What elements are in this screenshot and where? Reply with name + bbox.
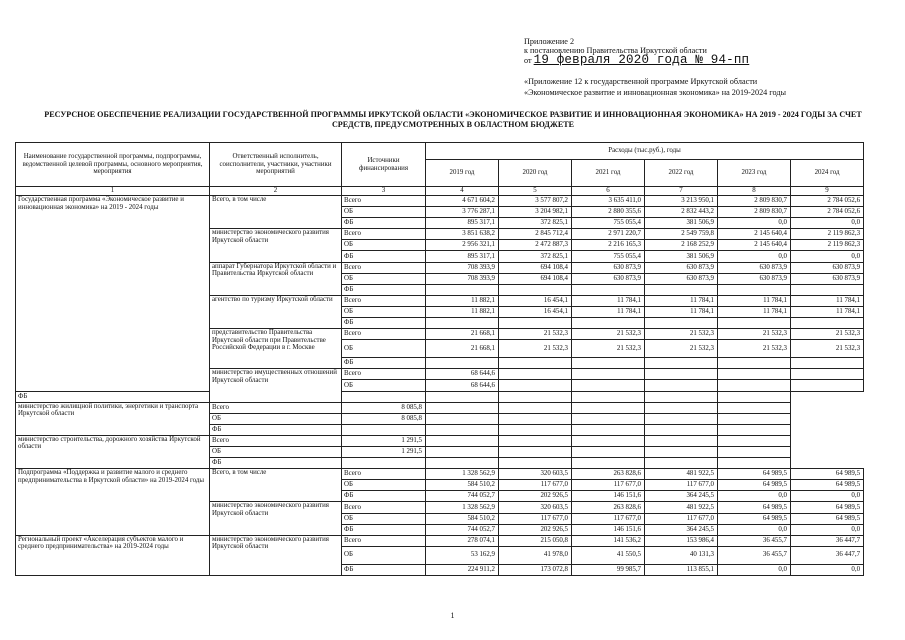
amount-cell	[572, 402, 645, 413]
amount-cell: 2 971 220,7	[572, 229, 645, 240]
amount-cell: 263 828,6	[572, 502, 645, 513]
amount-cell	[718, 369, 791, 380]
amount-cell	[342, 424, 426, 435]
amount-cell: 320 603,5	[499, 502, 572, 513]
amount-cell	[645, 369, 718, 380]
amount-cell: 36 455,7	[718, 535, 791, 546]
amount-cell: 2 832 443,2	[645, 207, 718, 218]
amount-cell	[572, 435, 645, 446]
amount-cell: 630 873,9	[572, 262, 645, 273]
executor-cell: министерство экономического развития Иркутской области	[210, 229, 342, 262]
executor-cell: аппарат Губернатора Иркутской области и Правительства Иркутской области	[210, 262, 342, 295]
amount-cell	[572, 413, 645, 424]
amount-cell	[718, 402, 791, 413]
amount-cell: 694 108,4	[499, 262, 572, 273]
amount-cell: 64 989,5	[791, 469, 864, 480]
amount-cell: 2 956 321,1	[426, 240, 499, 251]
amount-cell	[499, 402, 572, 413]
amount-cell: 21 532,3	[499, 329, 572, 340]
amount-cell: 64 989,5	[718, 513, 791, 524]
amount-cell: 2 145 640,4	[718, 229, 791, 240]
amount-cell: 117 677,0	[645, 513, 718, 524]
amount-cell	[791, 369, 864, 380]
header-name: Наименование государственной программы, подпрограммы, ведомственной целевой программы, основного мероприятия, мероприятия	[16, 143, 210, 187]
source-cell: Всего	[342, 469, 426, 480]
amount-cell	[572, 284, 645, 295]
amount-cell: 117 677,0	[645, 480, 718, 491]
amount-cell	[718, 458, 791, 469]
amount-cell	[499, 380, 572, 391]
column-number: 1	[16, 187, 210, 196]
amount-cell: 2 845 712,4	[499, 229, 572, 240]
column-number: 6	[572, 187, 645, 196]
amount-cell: 3 776 287,1	[426, 207, 499, 218]
amount-cell: 481 922,5	[645, 502, 718, 513]
amount-cell: 36 447,7	[791, 546, 864, 564]
amount-cell	[645, 402, 718, 413]
amount-cell: 630 873,9	[572, 273, 645, 284]
document-title	[18, 110, 888, 131]
amount-cell: 4 671 604,2	[426, 196, 499, 207]
amount-cell: 2 880 355,6	[572, 207, 645, 218]
annex-date-typed: 19 февраля 2020 года № 94-пп	[533, 52, 750, 67]
amount-cell	[645, 358, 718, 369]
amount-cell	[426, 284, 499, 295]
executor-cell: министерство имущественных отношений Иркутской области	[210, 369, 342, 402]
amount-cell: 146 151,6	[572, 524, 645, 535]
amount-cell	[572, 358, 645, 369]
amount-cell: 2 784 052,6	[791, 207, 864, 218]
amount-cell: 630 873,9	[718, 262, 791, 273]
amount-cell	[499, 458, 572, 469]
amount-cell	[572, 380, 645, 391]
amount-cell	[499, 318, 572, 329]
amount-cell: 53 162,9	[426, 546, 499, 564]
amount-cell: 584 510,2	[426, 480, 499, 491]
source-cell: Всего	[342, 369, 426, 380]
amount-cell	[499, 435, 572, 446]
amount-cell	[645, 446, 718, 457]
amount-cell: 11 784,1	[645, 295, 718, 306]
executor-cell: министерство строительства, дорожного хозяйства Иркутской области	[16, 435, 210, 468]
amount-cell	[342, 458, 426, 469]
amount-cell: 2 216 165,3	[572, 240, 645, 251]
amount-cell	[718, 435, 791, 446]
amount-cell: 755 055,4	[572, 218, 645, 229]
amount-cell: 64 989,5	[791, 480, 864, 491]
amount-cell: 173 072,8	[499, 564, 572, 575]
amount-cell	[572, 318, 645, 329]
amount-cell	[426, 391, 499, 402]
source-cell: ФБ	[342, 524, 426, 535]
amount-cell: 0,0	[718, 251, 791, 262]
amount-cell: 64 989,5	[718, 469, 791, 480]
amount-cell	[718, 380, 791, 391]
amount-cell	[572, 446, 645, 457]
amount-cell	[645, 435, 718, 446]
amount-cell: 36 447,7	[791, 535, 864, 546]
amount-cell: 895 317,1	[426, 251, 499, 262]
amount-cell	[791, 318, 864, 329]
header-year: 2020 год	[499, 160, 572, 187]
amount-cell: 99 985,7	[572, 564, 645, 575]
amount-cell: 630 873,9	[791, 262, 864, 273]
amount-cell: 1 291,5	[342, 446, 426, 457]
source-cell: Всего	[342, 502, 426, 513]
amount-cell: 21 532,3	[499, 340, 572, 358]
executor-cell: представительство Правительства Иркутской области при Правительстве Российской Федерации в г. Москве	[210, 329, 342, 369]
amount-cell: 2 119 862,3	[791, 240, 864, 251]
amount-cell: 21 532,3	[645, 329, 718, 340]
amount-cell	[645, 380, 718, 391]
amount-cell: 16 454,1	[499, 306, 572, 317]
amount-cell: 630 873,9	[791, 273, 864, 284]
amount-cell	[645, 424, 718, 435]
amount-cell: 40 131,3	[645, 546, 718, 564]
source-cell: ФБ	[342, 251, 426, 262]
amount-cell: 202 926,5	[499, 491, 572, 502]
source-cell: ОБ	[210, 446, 342, 457]
amount-cell: 21 532,3	[572, 329, 645, 340]
amount-cell: 215 050,8	[499, 535, 572, 546]
source-cell: ФБ	[342, 491, 426, 502]
source-cell: ФБ	[342, 564, 426, 575]
amount-cell: 2 549 759,8	[645, 229, 718, 240]
amount-cell	[499, 284, 572, 295]
source-cell: ОБ	[342, 240, 426, 251]
executor-cell: министерство жилищной политики, энергетики и транспорта Иркутской области	[16, 402, 210, 435]
amount-cell: 2 472 887,3	[499, 240, 572, 251]
amount-cell	[645, 284, 718, 295]
amount-cell: 0,0	[791, 251, 864, 262]
amount-cell	[572, 369, 645, 380]
amount-cell: 11 882,1	[426, 306, 499, 317]
amount-cell: 2 119 862,3	[791, 229, 864, 240]
amount-cell	[572, 424, 645, 435]
source-cell: Всего	[342, 535, 426, 546]
amount-cell: 2 809 830,7	[718, 207, 791, 218]
amount-cell: 0,0	[791, 524, 864, 535]
amount-cell: 0,0	[718, 564, 791, 575]
table-row	[16, 402, 864, 413]
source-cell: Всего	[342, 196, 426, 207]
amount-cell	[791, 284, 864, 295]
amount-cell: 2 145 640,4	[718, 240, 791, 251]
budget-table	[15, 142, 864, 576]
source-cell: ОБ	[342, 480, 426, 491]
table-row	[16, 535, 864, 546]
amount-cell	[718, 446, 791, 457]
amount-cell: 0,0	[791, 564, 864, 575]
amount-cell	[572, 458, 645, 469]
column-number: 2	[210, 187, 342, 196]
annex-resolution: к постановлению Правительства Иркутской области	[524, 46, 707, 56]
amount-cell: 278 074,1	[426, 535, 499, 546]
amount-cell	[499, 391, 572, 402]
amount-cell: 755 055,4	[572, 251, 645, 262]
table-row	[16, 469, 864, 480]
amount-cell: 64 989,5	[718, 502, 791, 513]
amount-cell: 21 532,3	[572, 340, 645, 358]
amount-cell: 21 668,1	[426, 340, 499, 358]
amount-cell	[426, 458, 499, 469]
amount-cell: 141 536,2	[572, 535, 645, 546]
source-cell: ФБ	[210, 458, 342, 469]
source-cell: ОБ	[342, 306, 426, 317]
amount-cell: 113 855,1	[645, 564, 718, 575]
column-number: 8	[718, 187, 791, 196]
amount-cell: 11 784,1	[645, 306, 718, 317]
table-row	[16, 435, 864, 446]
source-cell: Всего	[210, 435, 342, 446]
amount-cell	[499, 358, 572, 369]
amount-cell: 0,0	[718, 491, 791, 502]
column-number: 4	[426, 187, 499, 196]
amount-cell	[426, 358, 499, 369]
amount-cell: 0,0	[718, 218, 791, 229]
amount-cell: 694 108,4	[499, 273, 572, 284]
amount-cell: 224 911,2	[426, 564, 499, 575]
source-cell: ФБ	[342, 218, 426, 229]
amount-cell: 117 677,0	[499, 513, 572, 524]
source-cell: ФБ	[210, 424, 342, 435]
amount-cell	[718, 358, 791, 369]
amount-cell: 11 784,1	[718, 306, 791, 317]
source-cell: Всего	[342, 229, 426, 240]
amount-cell: 0,0	[791, 491, 864, 502]
amount-cell: 11 784,1	[572, 295, 645, 306]
source-cell: ОБ	[342, 546, 426, 564]
source-cell: ФБ	[342, 284, 426, 295]
amount-cell: 320 603,5	[499, 469, 572, 480]
amount-cell	[426, 318, 499, 329]
amount-cell: 11 784,1	[791, 306, 864, 317]
source-cell: ФБ	[16, 391, 210, 402]
amount-cell	[499, 413, 572, 424]
amount-cell: 36 455,7	[718, 546, 791, 564]
amount-cell: 8 085,8	[342, 402, 426, 413]
column-number: 3	[342, 187, 426, 196]
column-number: 7	[645, 187, 718, 196]
executor-cell: Всего, в том числе	[210, 196, 342, 229]
source-cell: ОБ	[342, 340, 426, 358]
amount-cell	[718, 424, 791, 435]
amount-cell: 364 245,5	[645, 491, 718, 502]
annex-ref-line-1: «Приложение 12 к государственной программе Иркутской области	[524, 77, 758, 86]
amount-cell: 68 644,6	[426, 369, 499, 380]
amount-cell: 584 510,2	[426, 513, 499, 524]
amount-cell: 11 784,1	[572, 306, 645, 317]
amount-cell	[426, 435, 499, 446]
amount-cell: 630 873,9	[645, 262, 718, 273]
source-cell: ФБ	[342, 318, 426, 329]
amount-cell: 372 825,1	[499, 251, 572, 262]
amount-cell: 21 668,1	[426, 329, 499, 340]
header-year: 2021 год	[572, 160, 645, 187]
annex-reference-block	[524, 77, 786, 98]
amount-cell: 2 168 252,9	[645, 240, 718, 251]
amount-cell: 117 677,0	[572, 480, 645, 491]
amount-cell: 2 784 052,6	[791, 196, 864, 207]
amount-cell: 11 784,1	[718, 295, 791, 306]
program-name-cell: Подпрограмма «Поддержка и развитие малого и среднего предпринимательства в Иркутской области» на 2019-2024 годы	[16, 469, 210, 536]
amount-cell: 630 873,9	[645, 273, 718, 284]
amount-cell: 364 245,5	[645, 524, 718, 535]
amount-cell	[645, 318, 718, 329]
amount-cell: 3 213 950,1	[645, 196, 718, 207]
amount-cell: 64 989,5	[718, 480, 791, 491]
amount-cell	[791, 380, 864, 391]
header-year: 2019 год	[426, 160, 499, 187]
header-expenses: Расходы (тыс.руб.), годы	[426, 143, 864, 160]
amount-cell	[342, 391, 426, 402]
amount-cell: 117 677,0	[572, 513, 645, 524]
source-cell: ФБ	[342, 358, 426, 369]
amount-cell: 0,0	[791, 218, 864, 229]
source-cell: ОБ	[342, 273, 426, 284]
amount-cell: 381 506,9	[645, 218, 718, 229]
header-year: 2023 год	[718, 160, 791, 187]
annex-from-label: от	[524, 55, 532, 65]
source-cell: ОБ	[342, 380, 426, 391]
budget-table-body	[16, 196, 864, 576]
amount-cell	[572, 391, 645, 402]
header-executor: Ответственный исполнитель, соисполнители, участники, участники мероприятий	[210, 143, 342, 187]
amount-cell	[499, 424, 572, 435]
amount-cell: 708 393,9	[426, 273, 499, 284]
amount-cell: 0,0	[718, 524, 791, 535]
amount-cell: 372 825,1	[499, 218, 572, 229]
amount-cell: 381 506,9	[645, 251, 718, 262]
page-number: 1	[450, 611, 455, 620]
header-year: 2022 год	[645, 160, 718, 187]
annex-ref-line-2: «Экономическое развитие и инновационная экономика» на 2019-2024 годы	[524, 87, 786, 97]
amount-cell: 8 085,8	[342, 413, 426, 424]
amount-cell: 895 317,1	[426, 218, 499, 229]
source-cell: ОБ	[342, 513, 426, 524]
executor-cell: Всего, в том числе	[210, 469, 342, 502]
amount-cell: 21 532,3	[645, 340, 718, 358]
amount-cell: 11 784,1	[791, 295, 864, 306]
amount-cell	[499, 446, 572, 457]
amount-cell: 744 052,7	[426, 524, 499, 535]
amount-cell	[645, 458, 718, 469]
header-source: Источники финансирования	[342, 143, 426, 187]
amount-cell	[426, 413, 499, 424]
amount-cell	[645, 391, 718, 402]
amount-cell: 41 550,5	[572, 546, 645, 564]
amount-cell: 146 151,6	[572, 491, 645, 502]
amount-cell: 3 204 982,1	[499, 207, 572, 218]
document-title-line-2: СРЕДСТВ, ПРЕДУСМОТРЕННЫХ В ОБЛАСТНОМ БЮДЖЕТЕ	[331, 120, 575, 130]
column-number: 5	[499, 187, 572, 196]
amount-cell: 2 809 830,7	[718, 196, 791, 207]
amount-cell: 153 986,4	[645, 535, 718, 546]
source-cell: ОБ	[342, 207, 426, 218]
source-cell: Всего	[342, 329, 426, 340]
amount-cell	[645, 413, 718, 424]
annex-block	[524, 37, 749, 65]
amount-cell	[426, 446, 499, 457]
amount-cell: 1 328 562,9	[426, 469, 499, 480]
annex-number: Приложение 2	[524, 37, 575, 46]
source-cell: Всего	[342, 262, 426, 273]
document-title-line-1: РЕСУРСНОЕ ОБЕСПЕЧЕНИЕ РЕАЛИЗАЦИИ ГОСУДАРСТВЕННОЙ ПРОГРАММЫ ИРКУТСКОЙ ОБЛАСТИ «ЭКОНОМИЧЕСКОЕ РАЗВИТИЕ И ИННОВАЦИОННАЯ ЭКОНОМИКА» НА 2019 - 2024 ГОДЫ ЗА СЧЕТ	[44, 110, 862, 119]
amount-cell	[499, 369, 572, 380]
amount-cell	[426, 402, 499, 413]
amount-cell: 263 828,6	[572, 469, 645, 480]
amount-cell	[718, 318, 791, 329]
amount-cell: 16 454,1	[499, 295, 572, 306]
amount-cell: 68 644,6	[426, 380, 499, 391]
amount-cell: 202 926,5	[499, 524, 572, 535]
source-cell: Всего	[342, 295, 426, 306]
amount-cell: 1 328 562,9	[426, 502, 499, 513]
table-row	[16, 391, 864, 402]
amount-cell: 41 978,0	[499, 546, 572, 564]
amount-cell: 3 635 411,0	[572, 196, 645, 207]
amount-cell: 21 532,3	[718, 340, 791, 358]
amount-cell: 630 873,9	[718, 273, 791, 284]
amount-cell: 21 532,3	[718, 329, 791, 340]
amount-cell: 64 989,5	[791, 513, 864, 524]
executor-cell: министерство экономического развития Иркутской области	[210, 535, 342, 575]
amount-cell: 21 532,3	[791, 340, 864, 358]
amount-cell: 64 989,5	[791, 502, 864, 513]
amount-cell: 3 577 807,2	[499, 196, 572, 207]
table-row	[16, 196, 864, 207]
amount-cell: 21 532,3	[791, 329, 864, 340]
amount-cell: 744 052,7	[426, 491, 499, 502]
amount-cell	[718, 413, 791, 424]
program-name-cell: Государственная программа «Экономическое развитие и инновационная экономика» на 2019 - 2024 годы	[16, 196, 210, 392]
executor-cell: министерство экономического развития Иркутской области	[210, 502, 342, 535]
source-cell: Всего	[210, 402, 342, 413]
executor-cell: агентство по туризму Иркутской области	[210, 295, 342, 328]
column-number: 9	[791, 187, 864, 196]
amount-cell	[718, 391, 791, 402]
program-name-cell: Региональный проект «Акселерация субъектов малого и среднего предпринимательства» на 2019-2024 годы	[16, 535, 210, 575]
amount-cell: 708 393,9	[426, 262, 499, 273]
amount-cell	[718, 284, 791, 295]
amount-cell	[426, 424, 499, 435]
amount-cell: 117 677,0	[499, 480, 572, 491]
amount-cell: 481 922,5	[645, 469, 718, 480]
amount-cell: 3 851 638,2	[426, 229, 499, 240]
annex-date-line	[524, 52, 750, 67]
header-year: 2024 год	[791, 160, 864, 187]
amount-cell	[791, 358, 864, 369]
amount-cell: 11 882,1	[426, 295, 499, 306]
amount-cell: 1 291,5	[342, 435, 426, 446]
source-cell: ОБ	[210, 413, 342, 424]
